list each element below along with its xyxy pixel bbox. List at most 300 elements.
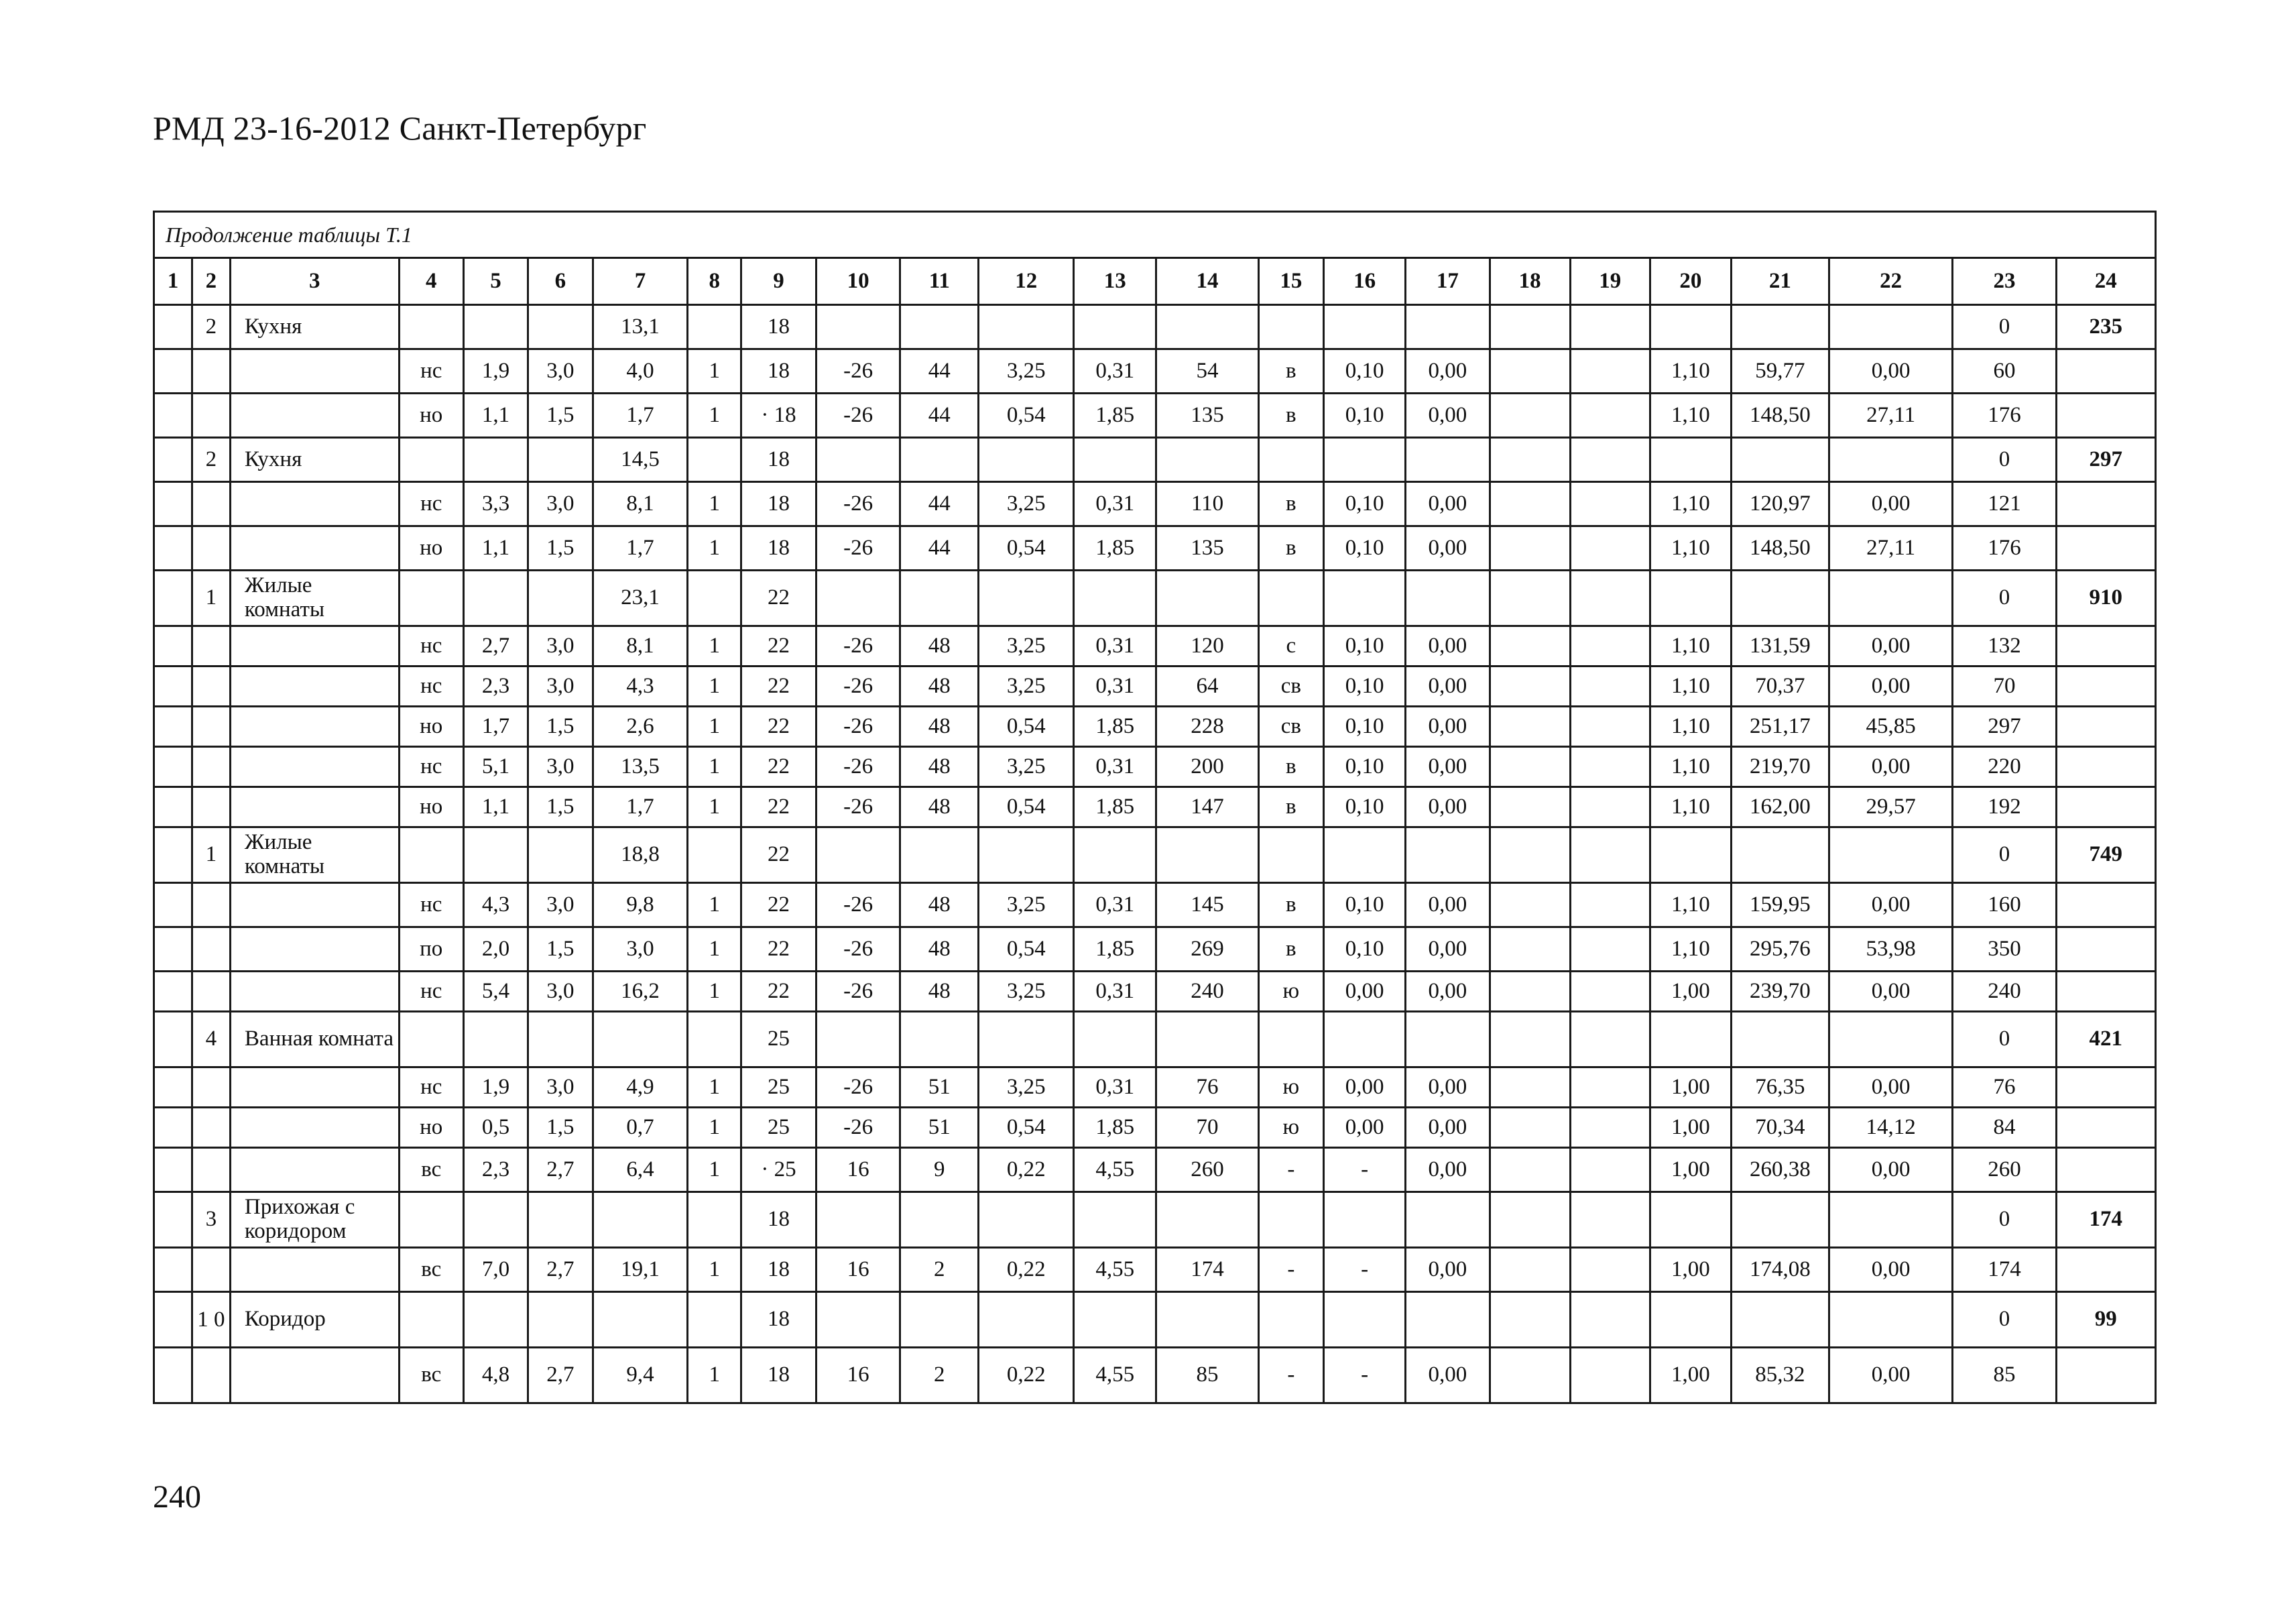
table-cell bbox=[154, 1192, 192, 1248]
table-cell: 0,31 bbox=[1074, 972, 1156, 1012]
table-cell bbox=[192, 747, 230, 787]
column-header: 2 bbox=[192, 258, 230, 305]
table-cell: 0,00 bbox=[1406, 666, 1490, 707]
table-cell: -26 bbox=[816, 482, 900, 526]
table-cell: 0,22 bbox=[979, 1148, 1074, 1192]
table-row bbox=[154, 927, 2156, 972]
table-cell: 0,00 bbox=[1406, 707, 1490, 747]
table-cell: 1,9 bbox=[463, 1067, 528, 1108]
table-cell: 22 bbox=[741, 883, 817, 927]
table-row bbox=[154, 571, 2156, 626]
table-cell: 0,10 bbox=[1324, 482, 1406, 526]
table-cell: св bbox=[1258, 666, 1323, 707]
table-cell bbox=[1324, 438, 1406, 482]
table-cell bbox=[1650, 305, 1731, 349]
table-cell: 1 bbox=[688, 927, 741, 972]
table-cell: 0,10 bbox=[1324, 883, 1406, 927]
table-cell: 0,00 bbox=[1324, 1067, 1406, 1108]
table-cell: 76 bbox=[1156, 1067, 1258, 1108]
table-cell: 22 bbox=[741, 972, 817, 1012]
table-cell: 0,10 bbox=[1324, 747, 1406, 787]
table-cell: 1,00 bbox=[1650, 1067, 1731, 1108]
table-cell bbox=[1490, 972, 1570, 1012]
table-cell: 13,5 bbox=[593, 747, 688, 787]
table-cell: 0,00 bbox=[1829, 972, 1952, 1012]
table-cell: 22 bbox=[741, 666, 817, 707]
table-cell bbox=[154, 883, 192, 927]
table-cell: 135 bbox=[1156, 394, 1258, 438]
table-cell: 7,0 bbox=[463, 1248, 528, 1292]
table-cell bbox=[1258, 827, 1323, 883]
table-cell: 0,31 bbox=[1074, 747, 1156, 787]
table-cell: 8,1 bbox=[593, 626, 688, 666]
column-header: 11 bbox=[900, 258, 979, 305]
table-cell: 3,25 bbox=[979, 1067, 1074, 1108]
table-cell bbox=[688, 571, 741, 626]
table-cell bbox=[154, 305, 192, 349]
table-cell: 1,10 bbox=[1650, 883, 1731, 927]
table-cell: · 18 bbox=[741, 394, 817, 438]
table-cell: 0,00 bbox=[1406, 1348, 1490, 1403]
table-cell: 3,0 bbox=[528, 1067, 593, 1108]
table-cell bbox=[1650, 827, 1731, 883]
table-cell bbox=[1829, 1012, 1952, 1067]
table-cell bbox=[1074, 827, 1156, 883]
table-cell: 2,3 bbox=[463, 1148, 528, 1192]
table-cell bbox=[979, 827, 1074, 883]
table-cell: 145 bbox=[1156, 883, 1258, 927]
table-cell: 1 bbox=[688, 349, 741, 394]
table-cell: 0,00 bbox=[1406, 1067, 1490, 1108]
table-cell bbox=[1570, 1067, 1650, 1108]
table-cell: но bbox=[399, 526, 463, 571]
table-cell bbox=[1156, 1292, 1258, 1348]
room-name-cell bbox=[230, 1348, 399, 1403]
table-cell: - bbox=[1258, 1148, 1323, 1192]
table-cell: 70 bbox=[1156, 1108, 1258, 1148]
table-cell: -26 bbox=[816, 707, 900, 747]
column-header: 7 bbox=[593, 258, 688, 305]
table-row bbox=[154, 827, 2156, 883]
table-cell bbox=[1490, 571, 1570, 626]
table-cell: 48 bbox=[900, 707, 979, 747]
table-cell bbox=[1731, 571, 1829, 626]
table-cell bbox=[1324, 1292, 1406, 1348]
table-cell: 3,25 bbox=[979, 349, 1074, 394]
table-cell: св bbox=[1258, 707, 1323, 747]
table-cell: 240 bbox=[1156, 972, 1258, 1012]
table-cell: 22 bbox=[741, 707, 817, 747]
table-cell bbox=[399, 1292, 463, 1348]
table-row bbox=[154, 1067, 2156, 1108]
table-cell bbox=[1570, 1292, 1650, 1348]
table-cell: но bbox=[399, 394, 463, 438]
total-cell bbox=[2056, 927, 2155, 972]
column-header: 10 bbox=[816, 258, 900, 305]
room-name-cell: Жилые комнаты bbox=[230, 827, 399, 883]
table-cell: 1,5 bbox=[528, 787, 593, 827]
table-cell bbox=[688, 827, 741, 883]
table-cell: 1,85 bbox=[1074, 526, 1156, 571]
table-cell: 110 bbox=[1156, 482, 1258, 526]
table-cell: 0,00 bbox=[1406, 883, 1490, 927]
table-cell: 1,1 bbox=[463, 787, 528, 827]
table-cell: 2,7 bbox=[463, 626, 528, 666]
table-cell: 1,10 bbox=[1650, 787, 1731, 827]
table-cell bbox=[154, 787, 192, 827]
table-cell bbox=[1570, 787, 1650, 827]
table-cell: 3,0 bbox=[528, 626, 593, 666]
table-cell bbox=[688, 305, 741, 349]
room-name-cell bbox=[230, 526, 399, 571]
table-cell: 131,59 bbox=[1731, 626, 1829, 666]
table-cell bbox=[1490, 394, 1570, 438]
column-header: 3 bbox=[230, 258, 399, 305]
table-cell: 0,22 bbox=[979, 1348, 1074, 1403]
table-cell bbox=[154, 1012, 192, 1067]
table-cell: 0,5 bbox=[463, 1108, 528, 1148]
table-cell: 48 bbox=[900, 883, 979, 927]
table-cell bbox=[1490, 1292, 1570, 1348]
room-name-cell bbox=[230, 482, 399, 526]
table-cell bbox=[154, 526, 192, 571]
table-cell: 1 bbox=[688, 707, 741, 747]
table-cell bbox=[1570, 883, 1650, 927]
table-cell: 148,50 bbox=[1731, 526, 1829, 571]
table-cell: 1,7 bbox=[593, 394, 688, 438]
table-cell bbox=[1074, 1292, 1156, 1348]
table-cell: 1,10 bbox=[1650, 747, 1731, 787]
table-row bbox=[154, 1348, 2156, 1403]
table-cell: 0,54 bbox=[979, 394, 1074, 438]
total-cell bbox=[2056, 1248, 2155, 1292]
table-cell: вс bbox=[399, 1348, 463, 1403]
table-cell bbox=[192, 394, 230, 438]
table-cell bbox=[1731, 1192, 1829, 1248]
table-cell: 48 bbox=[900, 787, 979, 827]
table-cell: 1 bbox=[688, 626, 741, 666]
table-cell: 44 bbox=[900, 482, 979, 526]
table-cell: 45,85 bbox=[1829, 707, 1952, 747]
table-cell: 85,32 bbox=[1731, 1348, 1829, 1403]
table-cell: 44 bbox=[900, 349, 979, 394]
table-cell: -26 bbox=[816, 626, 900, 666]
table-cell: 159,95 bbox=[1731, 883, 1829, 927]
table-cell: 3,3 bbox=[463, 482, 528, 526]
table-cell bbox=[1570, 747, 1650, 787]
table-cell bbox=[1258, 1292, 1323, 1348]
table-cell: 0,10 bbox=[1324, 927, 1406, 972]
table-cell bbox=[1570, 1108, 1650, 1148]
table-cell: 9,8 bbox=[593, 883, 688, 927]
column-header: 5 bbox=[463, 258, 528, 305]
table-cell bbox=[399, 1012, 463, 1067]
room-name-cell bbox=[230, 666, 399, 707]
table-cell: 0,00 bbox=[1829, 1148, 1952, 1192]
table-cell: 3,0 bbox=[528, 482, 593, 526]
table-cell: 2,7 bbox=[528, 1148, 593, 1192]
table-cell: 16 bbox=[816, 1248, 900, 1292]
table-cell: 18 bbox=[741, 482, 817, 526]
table-cell: вс bbox=[399, 1248, 463, 1292]
table-cell: 70 bbox=[1953, 666, 2056, 707]
table-cell bbox=[816, 571, 900, 626]
table-cell bbox=[979, 305, 1074, 349]
table-cell: 1,5 bbox=[528, 394, 593, 438]
table-cell: 18 bbox=[741, 349, 817, 394]
table-cell bbox=[1490, 927, 1570, 972]
table-cell bbox=[1156, 305, 1258, 349]
table-cell bbox=[1258, 438, 1323, 482]
table-cell: в bbox=[1258, 927, 1323, 972]
table-cell: с bbox=[1258, 626, 1323, 666]
table-cell: 1 bbox=[688, 787, 741, 827]
table-cell: 0,00 bbox=[1406, 1248, 1490, 1292]
table-cell: 23,1 bbox=[593, 571, 688, 626]
total-cell: 297 bbox=[2056, 438, 2155, 482]
table-cell: -26 bbox=[816, 1108, 900, 1148]
table-cell bbox=[1406, 1292, 1490, 1348]
page-number: 240 bbox=[153, 1479, 201, 1515]
column-header: 17 bbox=[1406, 258, 1490, 305]
table-row bbox=[154, 972, 2156, 1012]
table-cell: 0,00 bbox=[1406, 927, 1490, 972]
table-cell bbox=[1258, 571, 1323, 626]
table-cell: 1,7 bbox=[593, 526, 688, 571]
table-cell: 0,31 bbox=[1074, 666, 1156, 707]
table-cell: 174 bbox=[1953, 1248, 2056, 1292]
table-cell: 0,00 bbox=[1829, 349, 1952, 394]
table-cell: 0,00 bbox=[1406, 349, 1490, 394]
table-cell bbox=[1731, 1012, 1829, 1067]
table-cell: 0,00 bbox=[1829, 666, 1952, 707]
table-cell: 18 bbox=[741, 1292, 817, 1348]
table-cell: 0,00 bbox=[1406, 482, 1490, 526]
table-cell: -26 bbox=[816, 1067, 900, 1108]
table-cell bbox=[154, 1067, 192, 1108]
table-cell bbox=[688, 1292, 741, 1348]
table-cell: 18 bbox=[741, 438, 817, 482]
table-cell: 3,0 bbox=[528, 666, 593, 707]
table-cell bbox=[463, 438, 528, 482]
table-cell: 0,10 bbox=[1324, 787, 1406, 827]
table-cell: 2,3 bbox=[463, 666, 528, 707]
table-cell: 0,10 bbox=[1324, 394, 1406, 438]
column-header: 18 bbox=[1490, 258, 1570, 305]
table-cell bbox=[1156, 827, 1258, 883]
table-cell bbox=[979, 1192, 1074, 1248]
table-cell: 0,31 bbox=[1074, 883, 1156, 927]
table-cell bbox=[1570, 666, 1650, 707]
table-cell bbox=[1650, 571, 1731, 626]
table-cell bbox=[463, 1012, 528, 1067]
table-row bbox=[154, 349, 2156, 394]
table-cell bbox=[1570, 972, 1650, 1012]
table-row bbox=[154, 394, 2156, 438]
table-cell: 19,1 bbox=[593, 1248, 688, 1292]
table-cell: -26 bbox=[816, 349, 900, 394]
table-cell bbox=[816, 1192, 900, 1248]
room-name-cell bbox=[230, 883, 399, 927]
table-cell bbox=[1829, 571, 1952, 626]
table-cell: - bbox=[1324, 1148, 1406, 1192]
table-cell bbox=[1074, 1012, 1156, 1067]
table-cell bbox=[1156, 571, 1258, 626]
table-cell: 0,00 bbox=[1829, 482, 1952, 526]
table-cell: 2,6 bbox=[593, 707, 688, 747]
table-cell bbox=[688, 1012, 741, 1067]
table-cell: 76,35 bbox=[1731, 1067, 1829, 1108]
table-cell bbox=[1570, 394, 1650, 438]
table-cell bbox=[1156, 1192, 1258, 1248]
table-cell: 2 bbox=[900, 1248, 979, 1292]
table-cell: - bbox=[1258, 1348, 1323, 1403]
room-name-cell bbox=[230, 972, 399, 1012]
table-cell: 1,1 bbox=[463, 526, 528, 571]
table-cell: 4,8 bbox=[463, 1348, 528, 1403]
table-cell bbox=[154, 747, 192, 787]
table-cell: 0,00 bbox=[1406, 626, 1490, 666]
table-cell bbox=[528, 1192, 593, 1248]
table-cell bbox=[1829, 1292, 1952, 1348]
table-cell: 18,8 bbox=[593, 827, 688, 883]
table-cell bbox=[1570, 482, 1650, 526]
table-cell: 18 bbox=[741, 526, 817, 571]
table-cell: 174 bbox=[1156, 1248, 1258, 1292]
table-cell bbox=[593, 1192, 688, 1248]
table-cell: 1 bbox=[688, 1248, 741, 1292]
table-cell: 14,12 bbox=[1829, 1108, 1952, 1148]
table-cell: 1 bbox=[688, 1148, 741, 1192]
room-name-cell bbox=[230, 1148, 399, 1192]
table-cell: -26 bbox=[816, 972, 900, 1012]
table-cell: 6,4 bbox=[593, 1148, 688, 1192]
table-cell: 25 bbox=[741, 1067, 817, 1108]
table-cell bbox=[1074, 305, 1156, 349]
table-cell bbox=[900, 1012, 979, 1067]
table-cell: 1,10 bbox=[1650, 526, 1731, 571]
table-cell bbox=[399, 438, 463, 482]
table-cell bbox=[1406, 305, 1490, 349]
table-cell: 1,10 bbox=[1650, 707, 1731, 747]
table-cell: 0,31 bbox=[1074, 1067, 1156, 1108]
column-header: 22 bbox=[1829, 258, 1952, 305]
total-cell bbox=[2056, 482, 2155, 526]
table-cell bbox=[154, 927, 192, 972]
table-cell bbox=[192, 349, 230, 394]
table-cell bbox=[192, 927, 230, 972]
table-cell bbox=[900, 571, 979, 626]
table-cell bbox=[1490, 305, 1570, 349]
heat-loss-table bbox=[153, 211, 2157, 1404]
total-cell bbox=[2056, 747, 2155, 787]
table-cell bbox=[1570, 349, 1650, 394]
table-cell: 22 bbox=[741, 571, 817, 626]
total-cell: 174 bbox=[2056, 1192, 2155, 1248]
table-row bbox=[154, 1192, 2156, 1248]
table-cell: нс bbox=[399, 482, 463, 526]
table-cell: 48 bbox=[900, 747, 979, 787]
table-cell bbox=[192, 1108, 230, 1148]
table-cell bbox=[1490, 482, 1570, 526]
table-cell: 3,25 bbox=[979, 482, 1074, 526]
table-cell: 3 bbox=[192, 1192, 230, 1248]
total-cell bbox=[2056, 787, 2155, 827]
table-cell bbox=[1490, 438, 1570, 482]
table-cell: 22 bbox=[741, 787, 817, 827]
table-cell bbox=[1258, 305, 1323, 349]
table-cell bbox=[1490, 626, 1570, 666]
table-cell bbox=[1490, 1108, 1570, 1148]
room-name-cell bbox=[230, 1108, 399, 1148]
total-cell bbox=[2056, 626, 2155, 666]
room-name-cell bbox=[230, 626, 399, 666]
table-cell bbox=[1570, 626, 1650, 666]
table-cell: 1,85 bbox=[1074, 1108, 1156, 1148]
table-cell: 16,2 bbox=[593, 972, 688, 1012]
table-cell bbox=[1650, 438, 1731, 482]
table-row bbox=[154, 883, 2156, 927]
table-cell: нс bbox=[399, 626, 463, 666]
table-cell bbox=[1731, 827, 1829, 883]
table-cell: 251,17 bbox=[1731, 707, 1829, 747]
table-cell: в bbox=[1258, 883, 1323, 927]
room-name-cell bbox=[230, 707, 399, 747]
table-cell: 18 bbox=[741, 1248, 817, 1292]
room-name-cell: Коридор bbox=[230, 1292, 399, 1348]
table-cell: 51 bbox=[900, 1108, 979, 1148]
table-cell bbox=[1324, 1192, 1406, 1248]
table-cell bbox=[1490, 827, 1570, 883]
table-cell: 5,1 bbox=[463, 747, 528, 787]
table-cell: 0,31 bbox=[1074, 482, 1156, 526]
table-cell bbox=[1650, 1292, 1731, 1348]
table-cell bbox=[1829, 305, 1952, 349]
table-cell bbox=[154, 482, 192, 526]
table-cell: 135 bbox=[1156, 526, 1258, 571]
table-cell bbox=[900, 305, 979, 349]
table-cell: 176 bbox=[1953, 526, 2056, 571]
table-cell: 3,25 bbox=[979, 972, 1074, 1012]
table-cell: 2,0 bbox=[463, 927, 528, 972]
table-cell: 2 bbox=[192, 305, 230, 349]
table-cell: 2,7 bbox=[528, 1248, 593, 1292]
table-cell: 25 bbox=[741, 1012, 817, 1067]
table-cell: 1,5 bbox=[528, 526, 593, 571]
table-cell: · 25 bbox=[741, 1148, 817, 1192]
table-cell: нс bbox=[399, 666, 463, 707]
table-cell: 1,1 bbox=[463, 394, 528, 438]
table-cell bbox=[688, 1192, 741, 1248]
table-cell: 22 bbox=[741, 747, 817, 787]
table-cell: ю bbox=[1258, 1067, 1323, 1108]
table-cell bbox=[979, 438, 1074, 482]
table-cell bbox=[1829, 438, 1952, 482]
table-cell: 27,11 bbox=[1829, 394, 1952, 438]
table-cell: 0,00 bbox=[1324, 1108, 1406, 1148]
table-cell bbox=[154, 438, 192, 482]
table-cell: 3,25 bbox=[979, 666, 1074, 707]
table-cell: 240 bbox=[1953, 972, 2056, 1012]
table-cell: 0,00 bbox=[1829, 1067, 1952, 1108]
table-cell: 5,4 bbox=[463, 972, 528, 1012]
table-cell bbox=[816, 438, 900, 482]
table-cell bbox=[528, 1012, 593, 1067]
table-cell: 1,7 bbox=[593, 787, 688, 827]
table-cell bbox=[463, 305, 528, 349]
table-cell bbox=[463, 1292, 528, 1348]
table-cell bbox=[528, 1292, 593, 1348]
